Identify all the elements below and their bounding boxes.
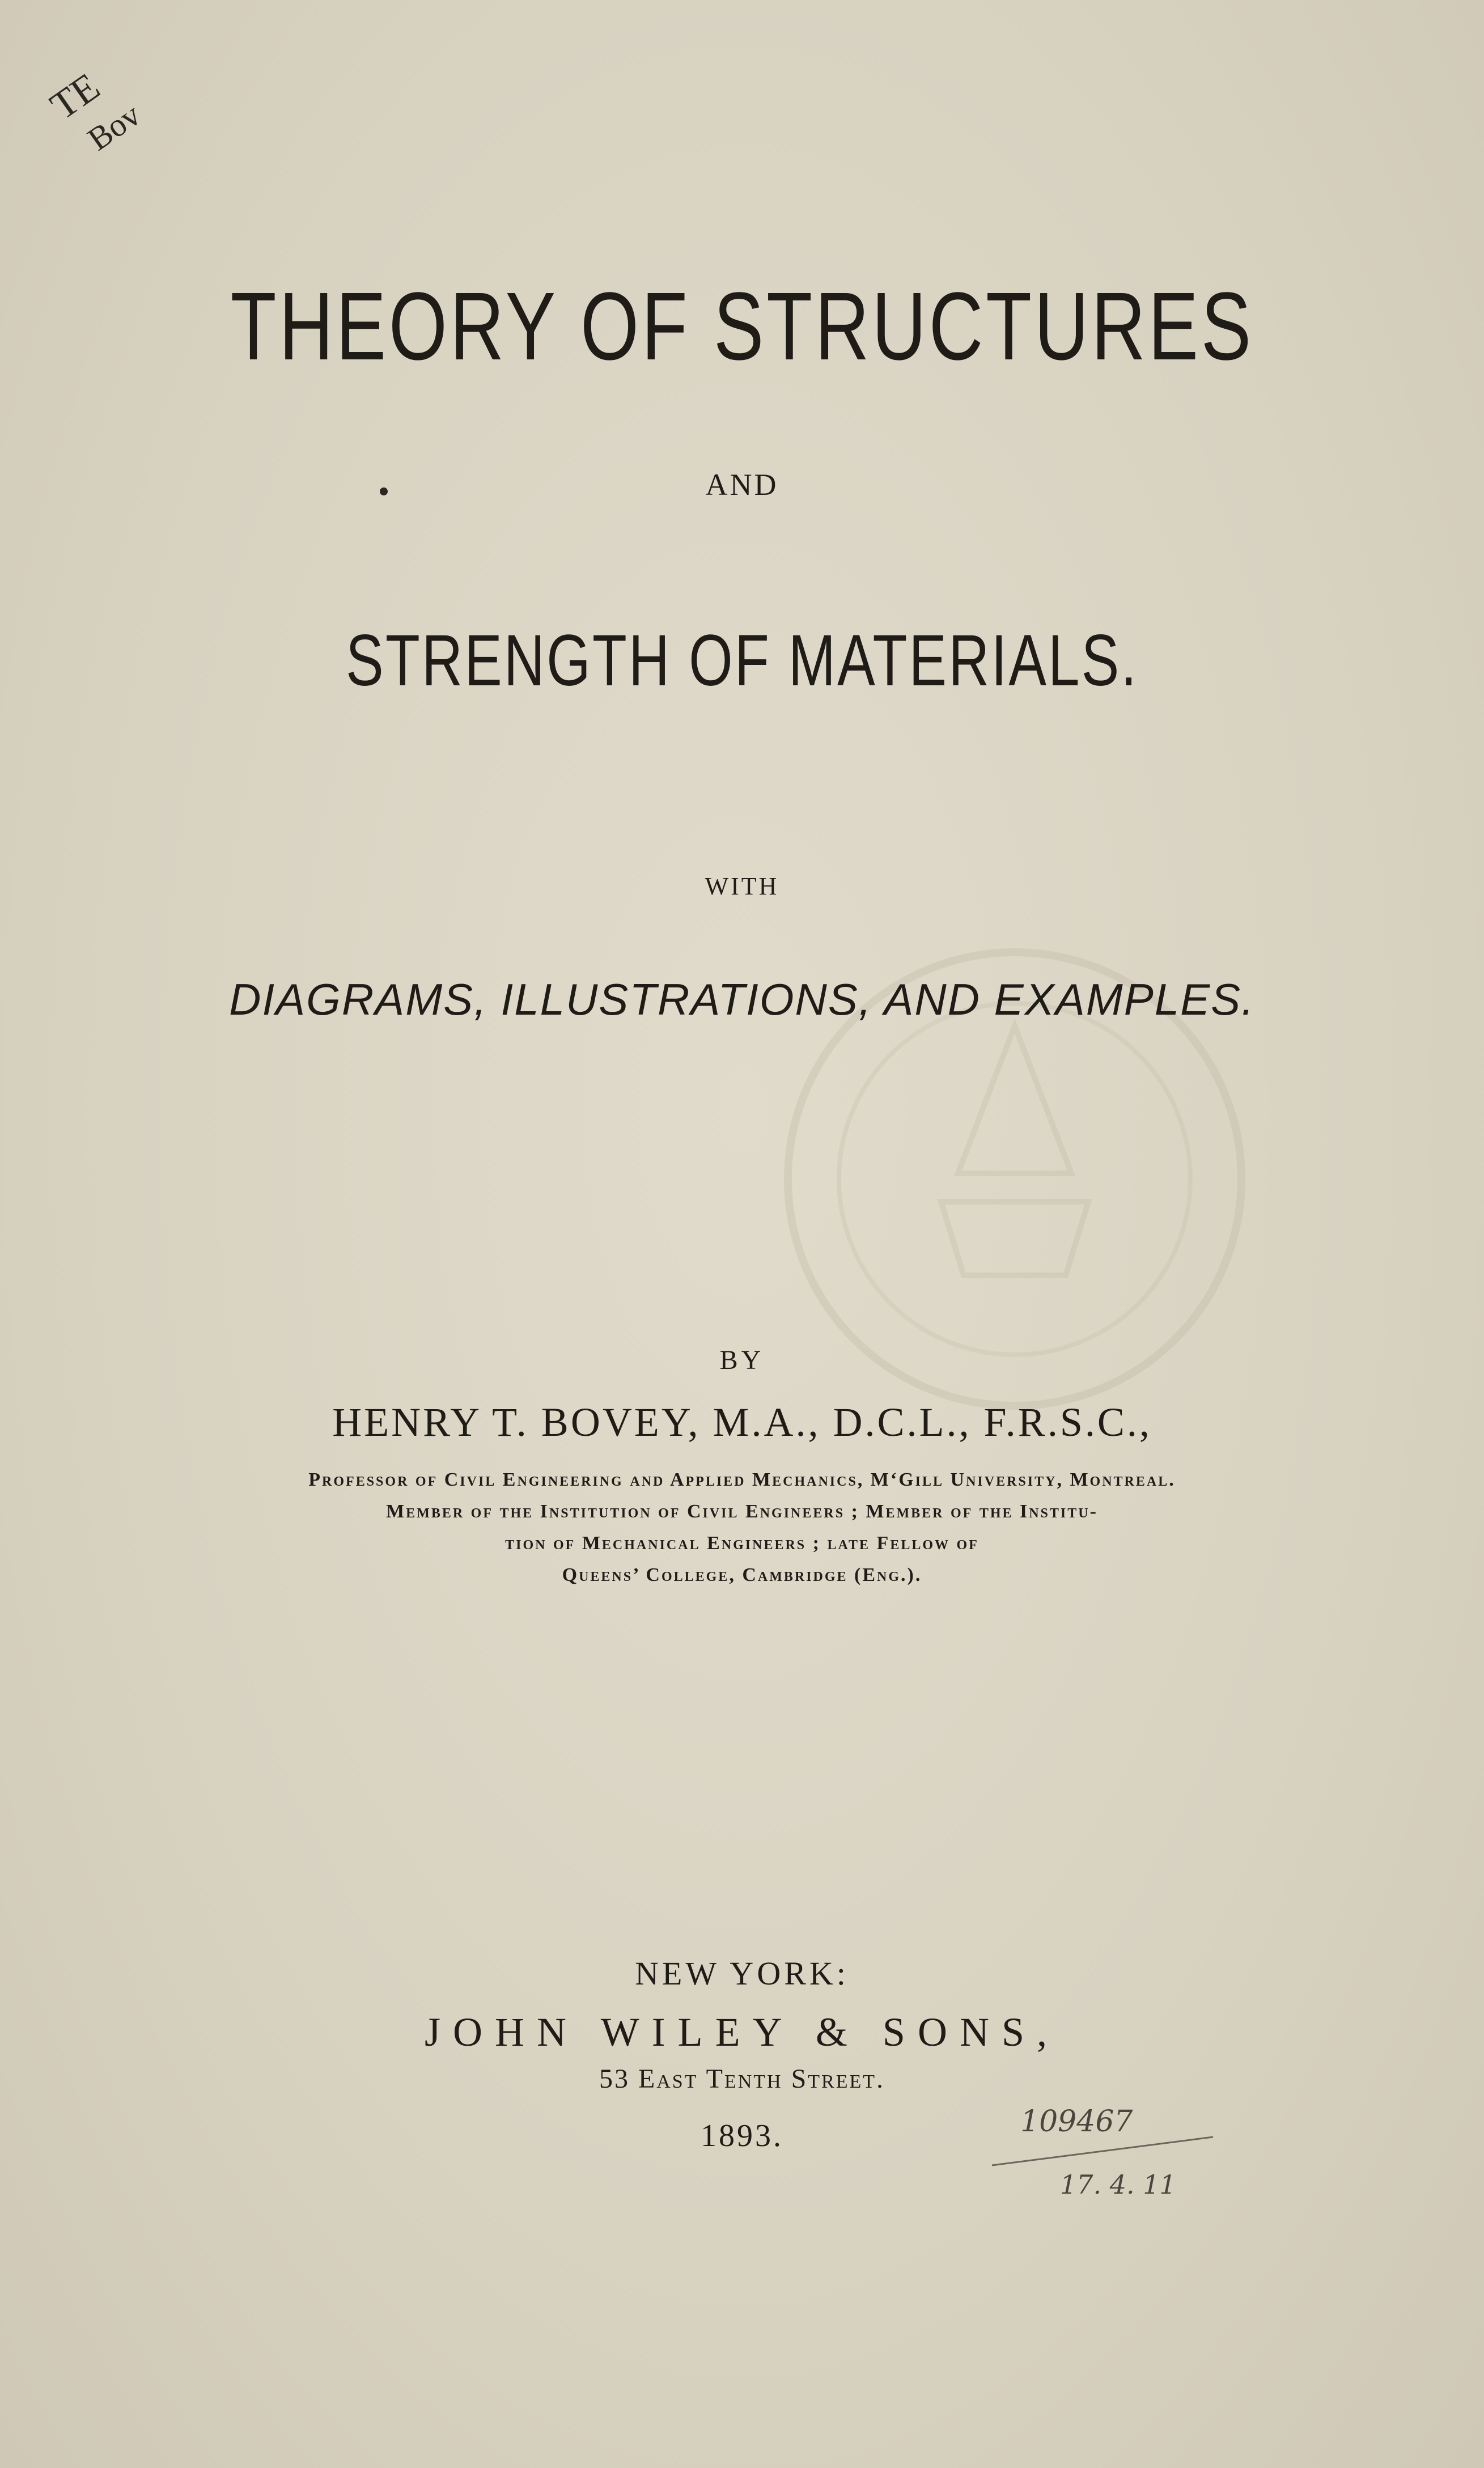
imprint-year: 1893. — [701, 2118, 783, 2153]
imprint-publisher: JOHN WILEY & SONS, — [424, 2009, 1059, 2055]
affiliation-line: tion of Mechanical Engineers ; late Fellow of — [505, 1533, 979, 1554]
subtitle: DIAGRAMS, ILLUSTRATIONS, AND EXAMPLES. — [229, 974, 1255, 1024]
title-and: AND — [705, 468, 779, 502]
pencil-annotation — [975, 2052, 1236, 2222]
pencil-note-accession: 109467 — [1020, 2105, 1133, 2139]
affiliation-line: Member of the Institution of Civil Engineers ; Member of the Institu- — [386, 1501, 1098, 1522]
title-line-1: THEORY OF STRUCTURES — [230, 273, 1254, 380]
pencil-note-date: 17. 4. 11 — [1060, 2169, 1176, 2200]
by-label: BY — [719, 1345, 765, 1375]
title-line-2: STRENGTH OF MATERIALS. — [345, 620, 1139, 701]
library-stamp — [23, 23, 193, 170]
affiliation-line: Professor of Civil Engineering and Applied Mechanics, M‘Gill University, Montreal. — [308, 1469, 1176, 1490]
with-label: WITH — [705, 872, 779, 900]
svg-text:TE: TE — [43, 65, 108, 129]
imprint-street: 53 East Tenth Street. — [599, 2064, 885, 2094]
author: HENRY T. BOVEY, M.A., D.C.L., F.R.S.C., — [332, 1400, 1152, 1445]
imprint-city: NEW YORK: — [635, 1955, 849, 1992]
affiliation-line: Queens’ College, Cambridge (Eng.). — [562, 1564, 922, 1585]
svg-text:Bov: Bov — [80, 96, 147, 158]
